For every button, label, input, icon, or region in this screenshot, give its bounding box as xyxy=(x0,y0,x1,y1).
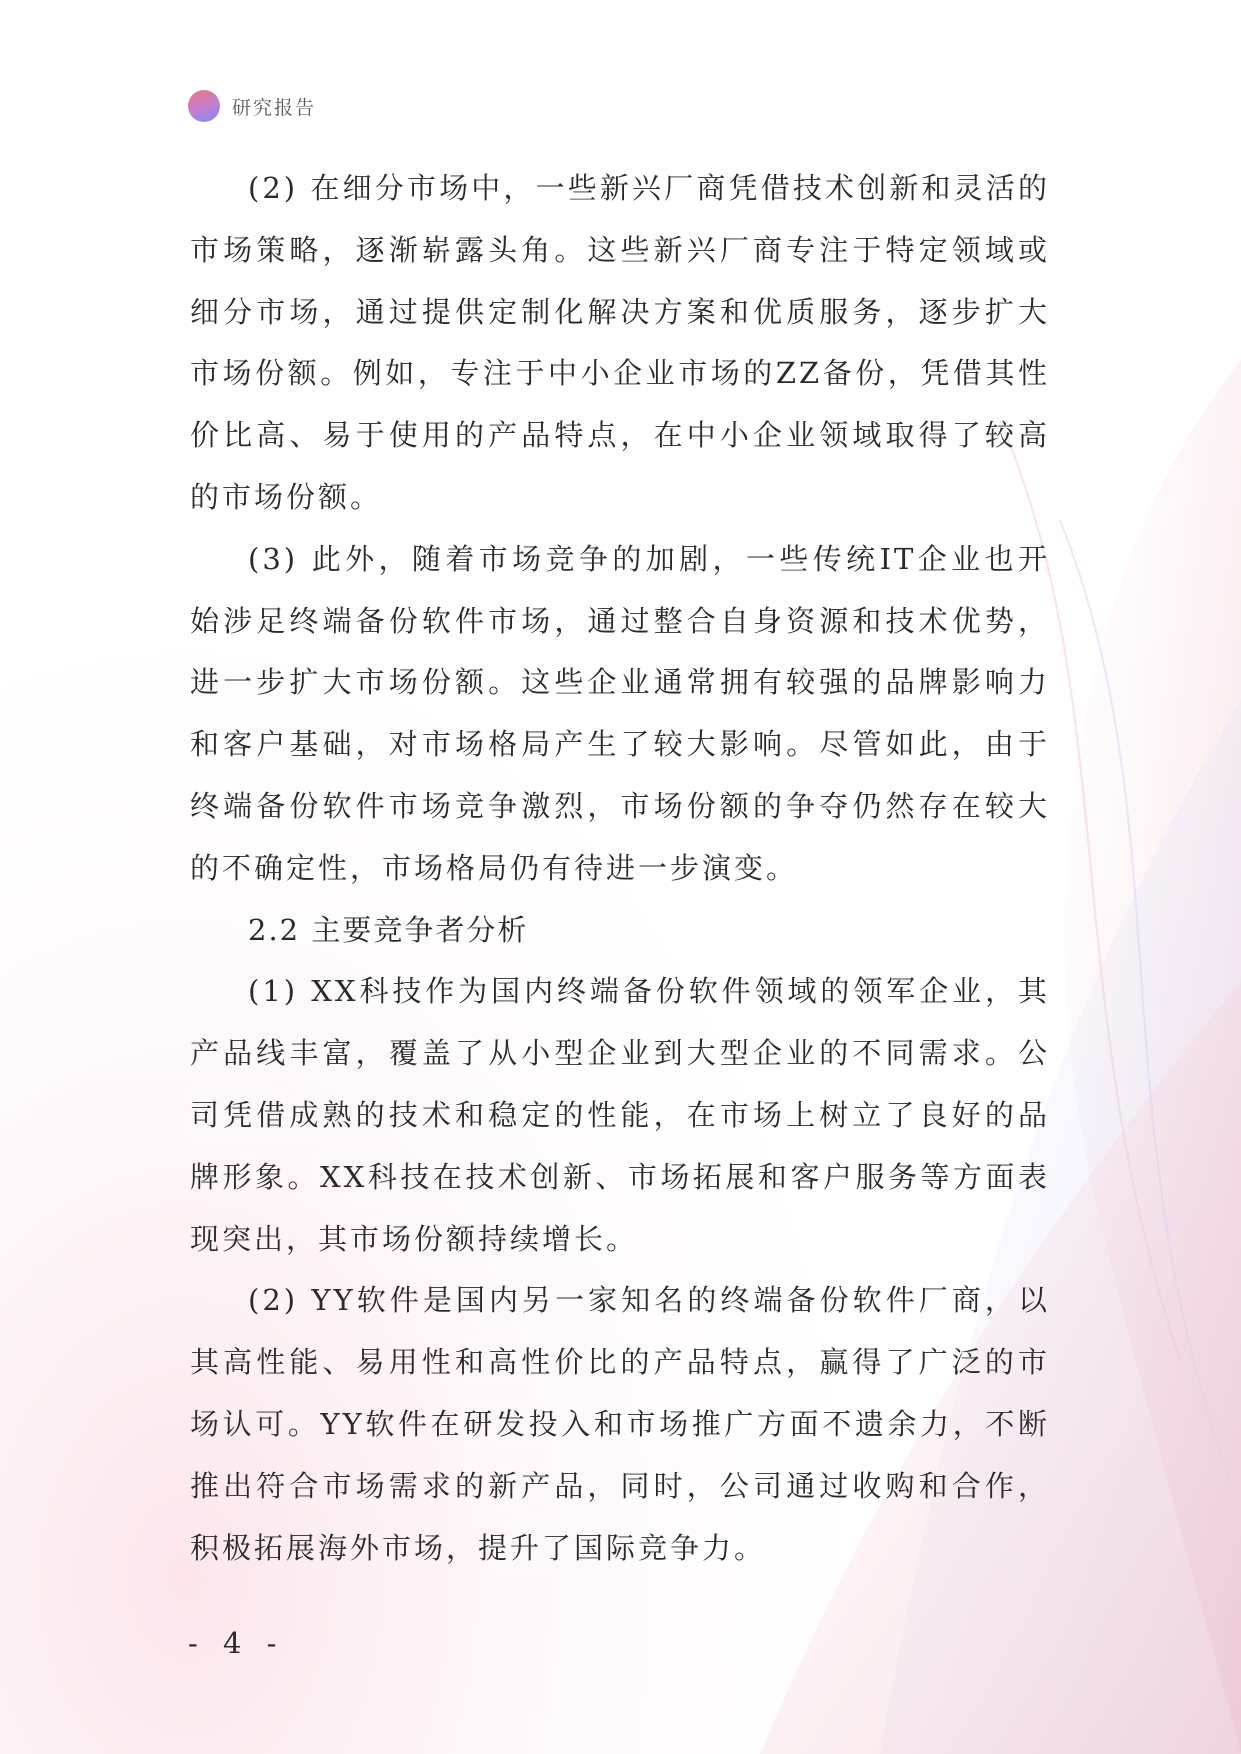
paragraph: (2) YY软件是国内另一家知名的终端备份软件厂商，以其高性能、易用性和高性价比的产品特点，赢得了广泛的市场认可。YY软件在研发投入和市场推广方面不遗余力，不断推出符合市场需求的新产品，同时，公司通过收购和合作，积极拓展海外市场，提升了国际竞争力。 xyxy=(190,1283,1050,1565)
logo-circle-icon xyxy=(188,90,220,122)
header-label: 研究报告 xyxy=(232,96,317,119)
section-heading: 2.2 主要竞争者分析 xyxy=(248,912,529,947)
document-body xyxy=(190,158,1050,1579)
document-header xyxy=(188,88,316,124)
paragraph: (2) 在细分市场中，一些新兴厂商凭借技术创新和灵活的市场策略，逐渐崭露头角。这些新兴厂商专注于特定领域或细分市场，通过提供定制化解决方案和优质服务，逐步扩大市场份额。例如，专注于中小企业市场的ZZ备份，凭借其性价比高、易于使用的产品特点，在中小企业领域取得了较高的市场份额。 xyxy=(190,171,1050,514)
paragraph: (3) 此外，随着市场竞争的加剧，一些传统IT企业也开始涉足终端备份软件市场，通过整合自身资源和技术优势，进一步扩大市场份额。这些企业通常拥有较强的品牌影响力和客户基础，对市场格局产生了较大影响。尽管如此，由于终端备份软件市场竞争激烈，市场份额的争夺仍然存在较大的不确定性，市场格局仍有待进一步演变。 xyxy=(190,541,1050,885)
page-number: - 4 - xyxy=(188,1626,285,1660)
paragraph: (1) XX科技作为国内终端备份软件领域的领军企业，其产品线丰富，覆盖了从小型企业到大型企业的不同需求。公司凭借成熟的技术和稳定的性能，在市场上树立了良好的品牌形象。XX科技在技术创新、市场拓展和客户服务等方面表现突出，其市场份额持续增长。 xyxy=(190,974,1050,1256)
